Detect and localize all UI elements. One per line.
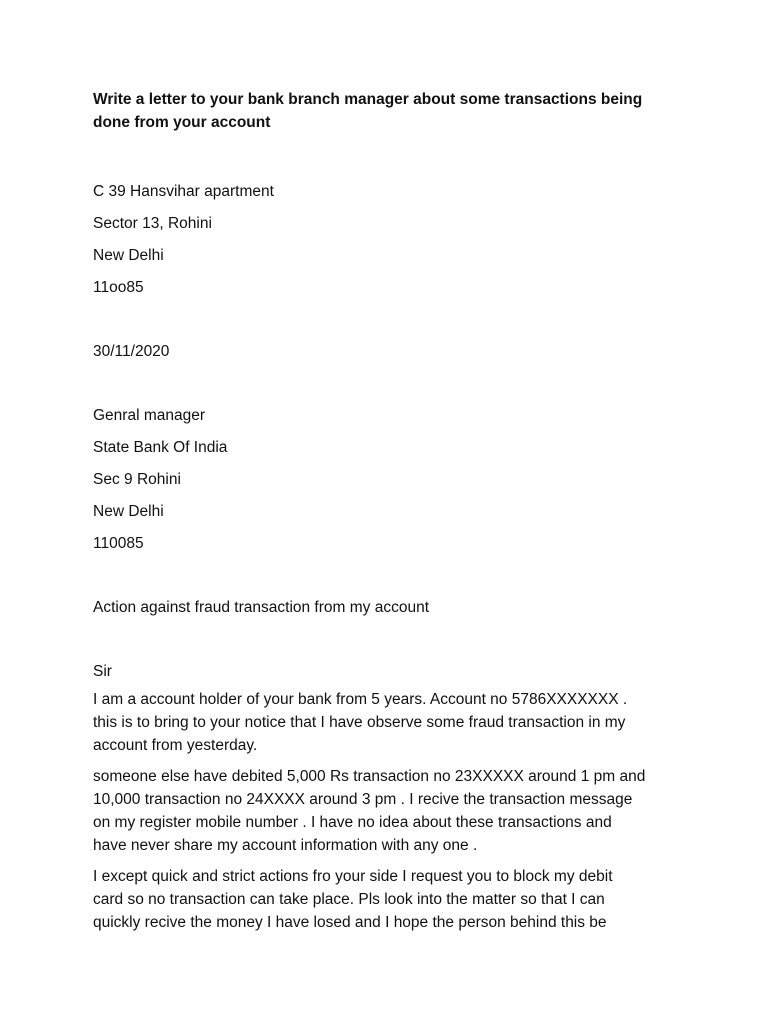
title-line: done from your account xyxy=(93,114,271,131)
recipient-address-line: Sec 9 Rohini xyxy=(93,471,181,488)
recipient-address-line: Genral manager xyxy=(93,407,206,424)
letter-subject xyxy=(93,592,683,624)
spacer xyxy=(93,304,683,336)
spacer xyxy=(93,560,683,592)
paragraph-line: card so no transaction can take place. Pls look into the matter so that I can xyxy=(93,891,605,908)
recipient-address-line: New Delhi xyxy=(93,503,164,520)
subject-text: Action against fraud transaction from my account xyxy=(93,599,429,616)
sender-address-line: 11oo85 xyxy=(93,279,144,296)
spacer xyxy=(93,624,683,656)
body-paragraph-3 xyxy=(93,865,683,934)
letter-date xyxy=(93,336,683,368)
recipient-address xyxy=(93,400,683,560)
spacer xyxy=(93,368,683,400)
paragraph-line: I except quick and strict actions fro your side I request you to block my debit xyxy=(93,868,613,885)
spacer xyxy=(93,134,683,176)
paragraph-line: quickly recive the money I have losed and I hope the person behind this be xyxy=(93,914,607,931)
sender-address xyxy=(93,176,683,304)
body-paragraph-1 xyxy=(93,688,683,757)
sender-address-line: New Delhi xyxy=(93,247,164,264)
letter-body xyxy=(93,88,683,942)
salutation-text: Sir xyxy=(93,663,112,680)
recipient-address-line: State Bank Of India xyxy=(93,439,228,456)
paragraph-line: account from yesterday. xyxy=(93,737,258,754)
title-line: Write a letter to your bank branch manager about some transactions being xyxy=(93,91,643,108)
letter-title xyxy=(93,88,683,134)
letter-salutation xyxy=(93,656,683,688)
paragraph-line: on my register mobile number . I have no idea about these transactions and xyxy=(93,814,612,831)
paragraph-line: have never share my account information with any one . xyxy=(93,837,478,854)
paragraph-line: this is to bring to your notice that I have observe some fraud transaction in my xyxy=(93,714,626,731)
sender-address-line: C 39 Hansvihar apartment xyxy=(93,183,274,200)
paragraph-line: I am a account holder of your bank from 5 years. Account no 5786XXXXXXX . xyxy=(93,691,628,708)
recipient-address-line: 110085 xyxy=(93,535,144,552)
body-paragraph-2 xyxy=(93,765,683,857)
paragraph-line: 10,000 transaction no 24XXXX around 3 pm . I recive the transaction message xyxy=(93,791,633,808)
date-text: 30/11/2020 xyxy=(93,343,170,360)
sender-address-line: Sector 13, Rohini xyxy=(93,215,212,232)
paragraph-line: someone else have debited 5,000 Rs transaction no 23XXXXX around 1 pm and xyxy=(93,768,646,785)
